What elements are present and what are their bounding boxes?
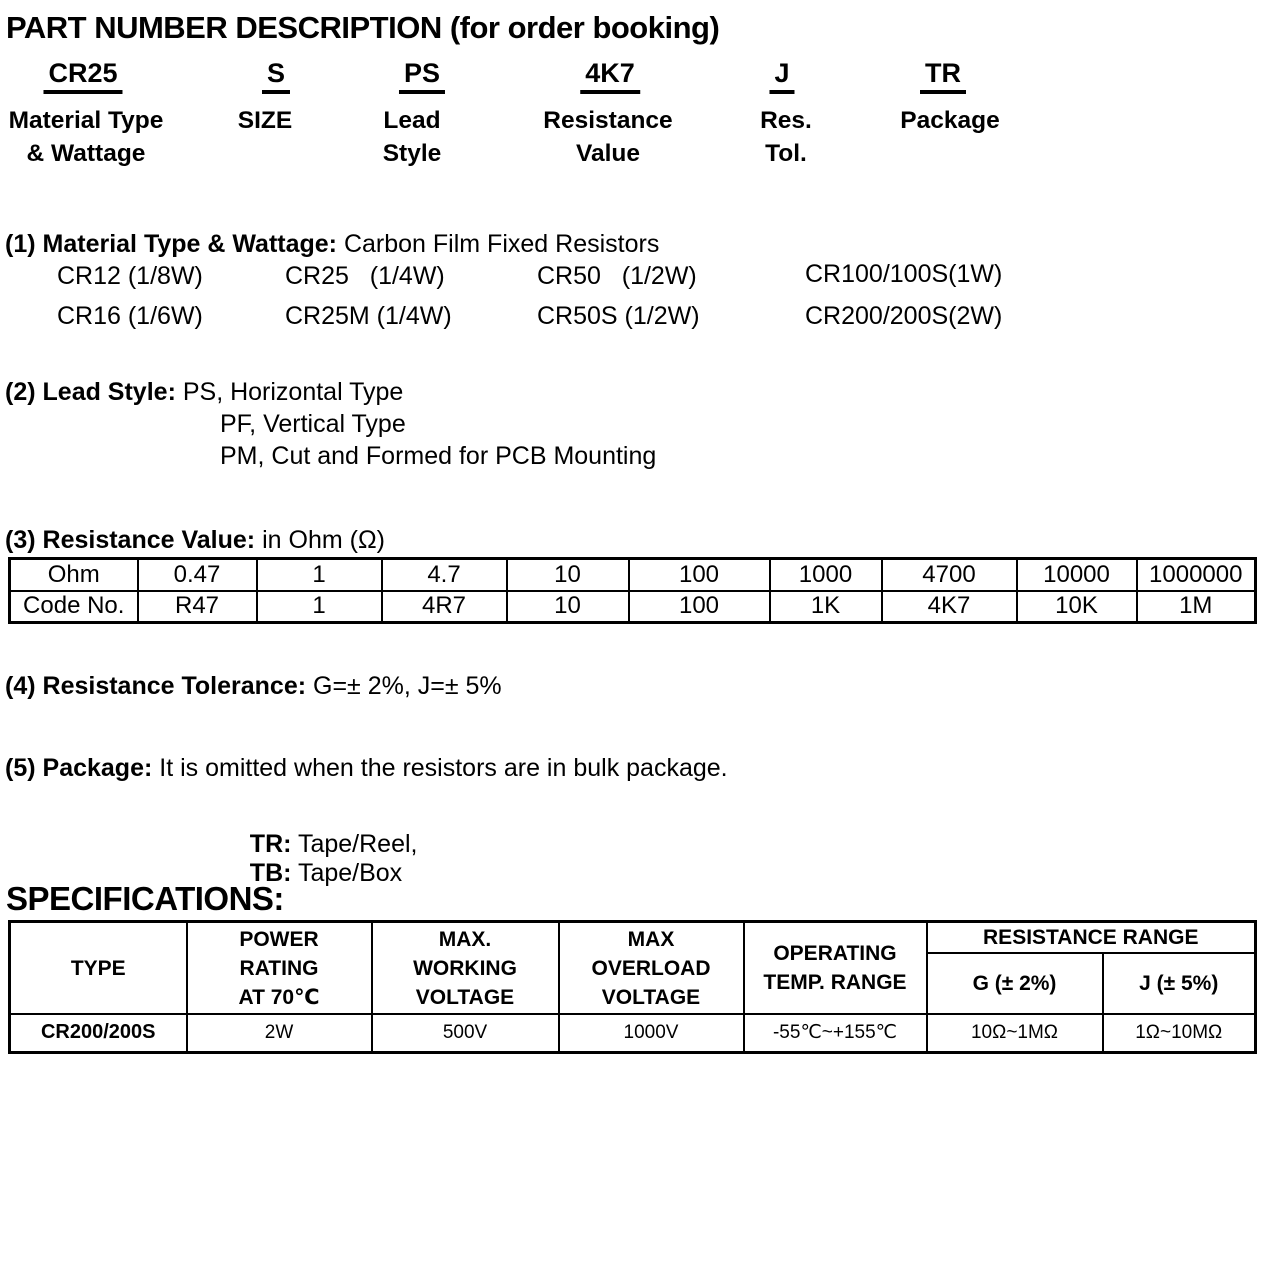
- part-label-lead-style: Lead Style: [382, 107, 442, 167]
- code-cell: 1: [257, 591, 382, 623]
- material-item: CR200/200S(2W): [805, 302, 1003, 330]
- lead-style-line-2: PF, Vertical Type: [220, 410, 406, 438]
- tape-box-label: TB:: [249, 859, 292, 887]
- part-code-lead-style: PS: [399, 58, 445, 94]
- code-cell: 4R7: [382, 591, 507, 623]
- part-code-tolerance: J: [769, 58, 794, 94]
- section-1-heading: (1) Material Type & Wattage: Carbon Film Fixed Resistors: [5, 230, 660, 258]
- spec-col-overload-voltage: MAX OVERLOAD VOLTAGE: [559, 922, 744, 1015]
- material-item: CR25 (1/4W): [285, 262, 445, 290]
- section-5-heading: (5) Package: It is omitted when the resistors are in bulk package.: [5, 754, 728, 782]
- part-label-resistance: Resistance Value: [543, 107, 673, 167]
- section-4-heading: (4) Resistance Tolerance: G=± 2%, J=± 5%: [5, 672, 502, 700]
- section-3-heading: (3) Resistance Value: in Ohm (Ω): [5, 526, 385, 554]
- code-cell: 1M: [1137, 591, 1256, 623]
- spec-col-tolerance-g: G (± 2%): [927, 953, 1103, 1014]
- ohm-row: [10, 559, 1256, 591]
- lead-style-line-3: PM, Cut and Formed for PCB Mounting: [220, 442, 657, 470]
- spec-working-value: 500V: [372, 1014, 559, 1052]
- code-header-cell: Code No.: [10, 591, 138, 623]
- section-4-title: Resistance Tolerance:: [42, 672, 307, 700]
- code-cell: 1K: [770, 591, 882, 623]
- part-label-material: Material Type & Wattage: [8, 107, 164, 167]
- material-item: CR50 (1/2W): [537, 262, 697, 290]
- code-cell: 100: [629, 591, 770, 623]
- ohm-cell: 10: [507, 559, 629, 591]
- spec-data-row: [10, 1014, 1256, 1052]
- spec-header-row-1: [10, 922, 1256, 954]
- ohm-cell: 1000: [770, 559, 882, 591]
- ohm-cell: 4.7: [382, 559, 507, 591]
- ohm-cell: 10000: [1017, 559, 1137, 591]
- material-item: CR100/100S(1W): [805, 260, 1003, 288]
- ohm-header-cell: Ohm: [10, 559, 138, 591]
- code-cell: 4K7: [882, 591, 1017, 623]
- part-code-size: S: [262, 58, 290, 94]
- ohm-cell: 100: [629, 559, 770, 591]
- ohm-cell: 4700: [882, 559, 1017, 591]
- part-code-resistance: 4K7: [580, 58, 640, 94]
- part-label-size: SIZE: [237, 107, 293, 134]
- spec-col-working-voltage: MAX. WORKING VOLTAGE: [372, 922, 559, 1015]
- specifications-table: [8, 920, 1257, 1054]
- section-5-title: Package:: [42, 754, 153, 782]
- code-cell: 10: [507, 591, 629, 623]
- material-item: CR25M (1/4W): [285, 302, 452, 330]
- material-item: CR16 (1/6W): [57, 302, 203, 330]
- ohm-cell: 1: [257, 559, 382, 591]
- spec-col-type: TYPE: [10, 922, 187, 1015]
- tape-box-value: Tape/Box: [291, 859, 403, 887]
- spec-power-value: 2W: [187, 1014, 372, 1052]
- material-item: CR12 (1/8W): [57, 262, 203, 290]
- part-code-material: CR25: [43, 58, 122, 94]
- ohm-cell: 0.47: [138, 559, 257, 591]
- spec-col-temp-range: OPERATING TEMP. RANGE: [744, 922, 927, 1015]
- spec-temp-value: -55℃~+155℃: [744, 1014, 927, 1052]
- section-2-heading: (2) Lead Style: PS, Horizontal Type: [5, 378, 404, 406]
- part-label-tolerance: Res. Tol.: [760, 107, 812, 167]
- code-cell: R47: [138, 591, 257, 623]
- part-label-package: Package: [900, 107, 1000, 134]
- part-code-package: TR: [920, 58, 966, 94]
- spec-range-g-value: 10Ω~1MΩ: [927, 1014, 1103, 1052]
- spec-col-tolerance-j: J (± 5%): [1103, 953, 1256, 1014]
- material-item: CR50S (1/2W): [537, 302, 700, 330]
- section-2-title: Lead Style:: [42, 378, 176, 406]
- spec-col-resistance-range: RESISTANCE RANGE: [927, 922, 1256, 954]
- spec-col-power: POWER RATING AT 70℃: [187, 922, 372, 1015]
- specifications-heading: SPECIFICATIONS:: [6, 880, 284, 917]
- code-row: [10, 591, 1256, 623]
- spec-overload-value: 1000V: [559, 1014, 744, 1052]
- code-cell: 10K: [1017, 591, 1137, 623]
- spec-range-j-value: 1Ω~10MΩ: [1103, 1014, 1256, 1052]
- page-title: PART NUMBER DESCRIPTION (for order booking): [6, 10, 720, 45]
- resistance-value-table: [8, 557, 1257, 624]
- section-1-title: Material Type & Wattage:: [42, 230, 338, 258]
- tape-reel-value: Tape/Reel,: [291, 830, 418, 858]
- tape-reel-label: TR:: [249, 830, 292, 858]
- spec-type-value: CR200/200S: [10, 1014, 187, 1052]
- section-3-title: Resistance Value:: [42, 526, 256, 554]
- ohm-cell: 1000000: [1137, 559, 1256, 591]
